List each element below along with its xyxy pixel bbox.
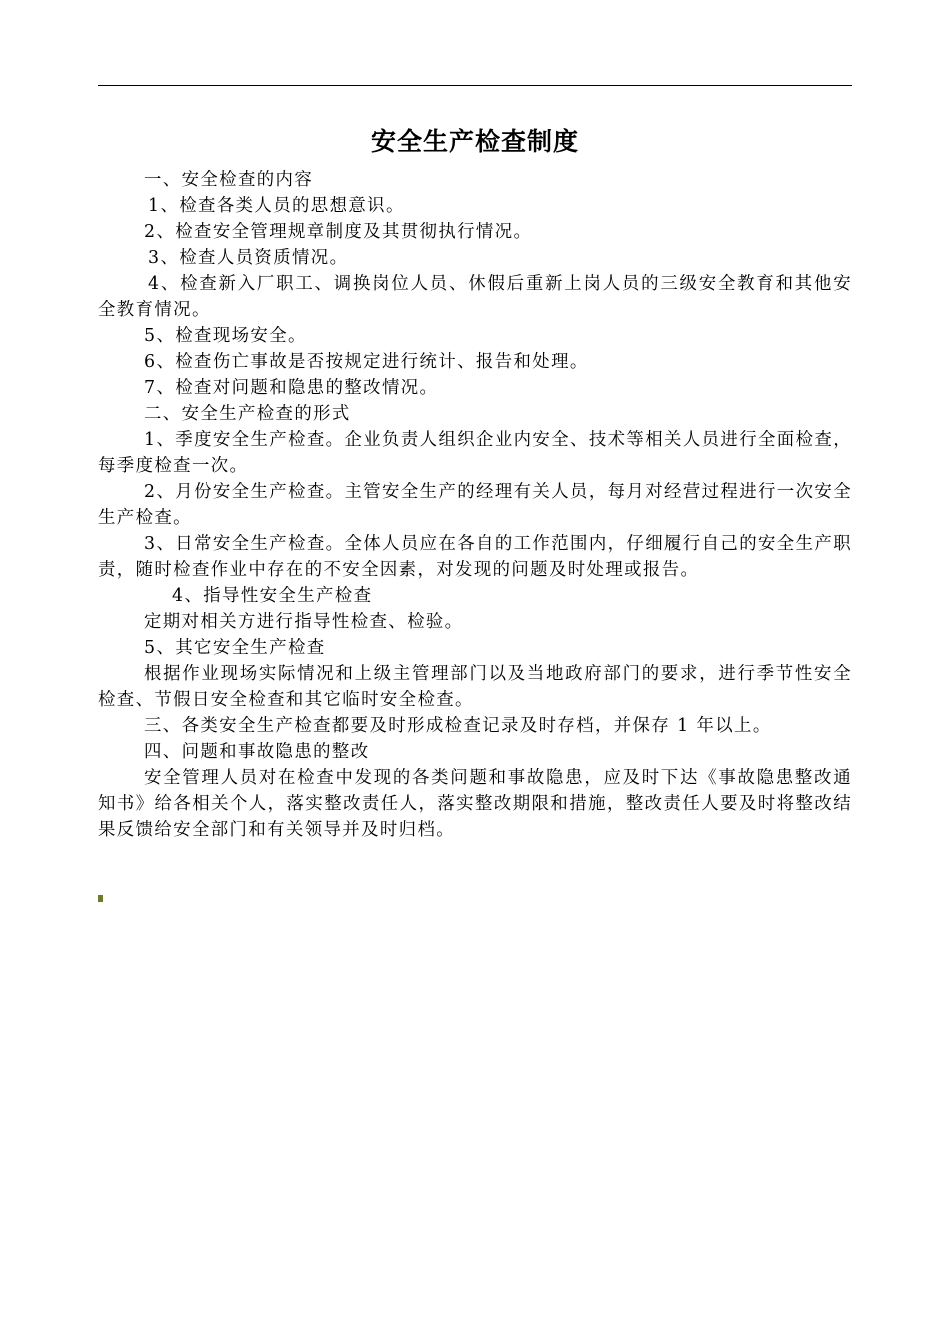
paragraph: 4、检查新入厂职工、调换岗位人员、休假后重新上岗人员的三级安全教育和其他安全教育情况。	[98, 274, 852, 320]
paragraph: 定期对相关方进行指导性检查、检验。	[144, 612, 464, 632]
paragraph: 四、问题和事故隐患的整改	[144, 742, 370, 762]
text-cursor-marker	[98, 895, 103, 902]
paragraph: 3、检查人员资质情况。	[148, 248, 349, 268]
paragraph: 一、安全检查的内容	[144, 170, 314, 190]
paragraph: 7、检查对问题和隐患的整改情况。	[144, 378, 439, 398]
document-body	[98, 167, 852, 843]
paragraph: 5、检查现场安全。	[144, 326, 307, 346]
paragraph: 3、日常安全生产检查。全体人员应在各自的工作范围内，仔细履行自己的安全生产职责，随时检查作业中存在的不安全因素，对发现的问题及时处理或报告。	[98, 534, 852, 580]
header-rule	[98, 85, 852, 86]
paragraph: 根据作业现场实际情况和上级主管理部门以及当地政府部门的要求，进行季节性安全检查、节假日安全检查和其它临时安全检查。	[98, 664, 852, 710]
paragraph: 6、检查伤亡事故是否按规定进行统计、报告和处理。	[144, 352, 589, 372]
paragraph: 二、安全生产检查的形式	[144, 404, 351, 424]
paragraph: 三、各类安全生产检查都要及时形成检查记录及时存档，并保存 1 年以上。	[144, 716, 772, 736]
paragraph: 5、其它安全生产检查	[144, 638, 326, 658]
paragraph: 1、季度安全生产检查。企业负责人组织企业内安全、技术等相关人员进行全面检查，每季度检查一次。	[98, 430, 852, 476]
paragraph: 安全管理人员对在检查中发现的各类问题和事故隐患，应及时下达《事故隐患整改通知书》给各相关个人，落实整改责任人，落实整改期限和措施，整改责任人要及时将整改结果反馈给安全部门和有关领导并及时归档。	[98, 768, 852, 840]
paragraph: 1、检查各类人员的思想意识。	[148, 196, 405, 216]
paragraph: 4、指导性安全生产检查	[172, 586, 373, 606]
paragraph: 2、月份安全生产检查。主管安全生产的经理有关人员，每月对经营过程进行一次安全生产检查。	[98, 482, 852, 528]
document-title: 安全生产检查制度	[370, 127, 579, 156]
paragraph: 2、检查安全管理规章制度及其贯彻执行情况。	[144, 222, 533, 242]
